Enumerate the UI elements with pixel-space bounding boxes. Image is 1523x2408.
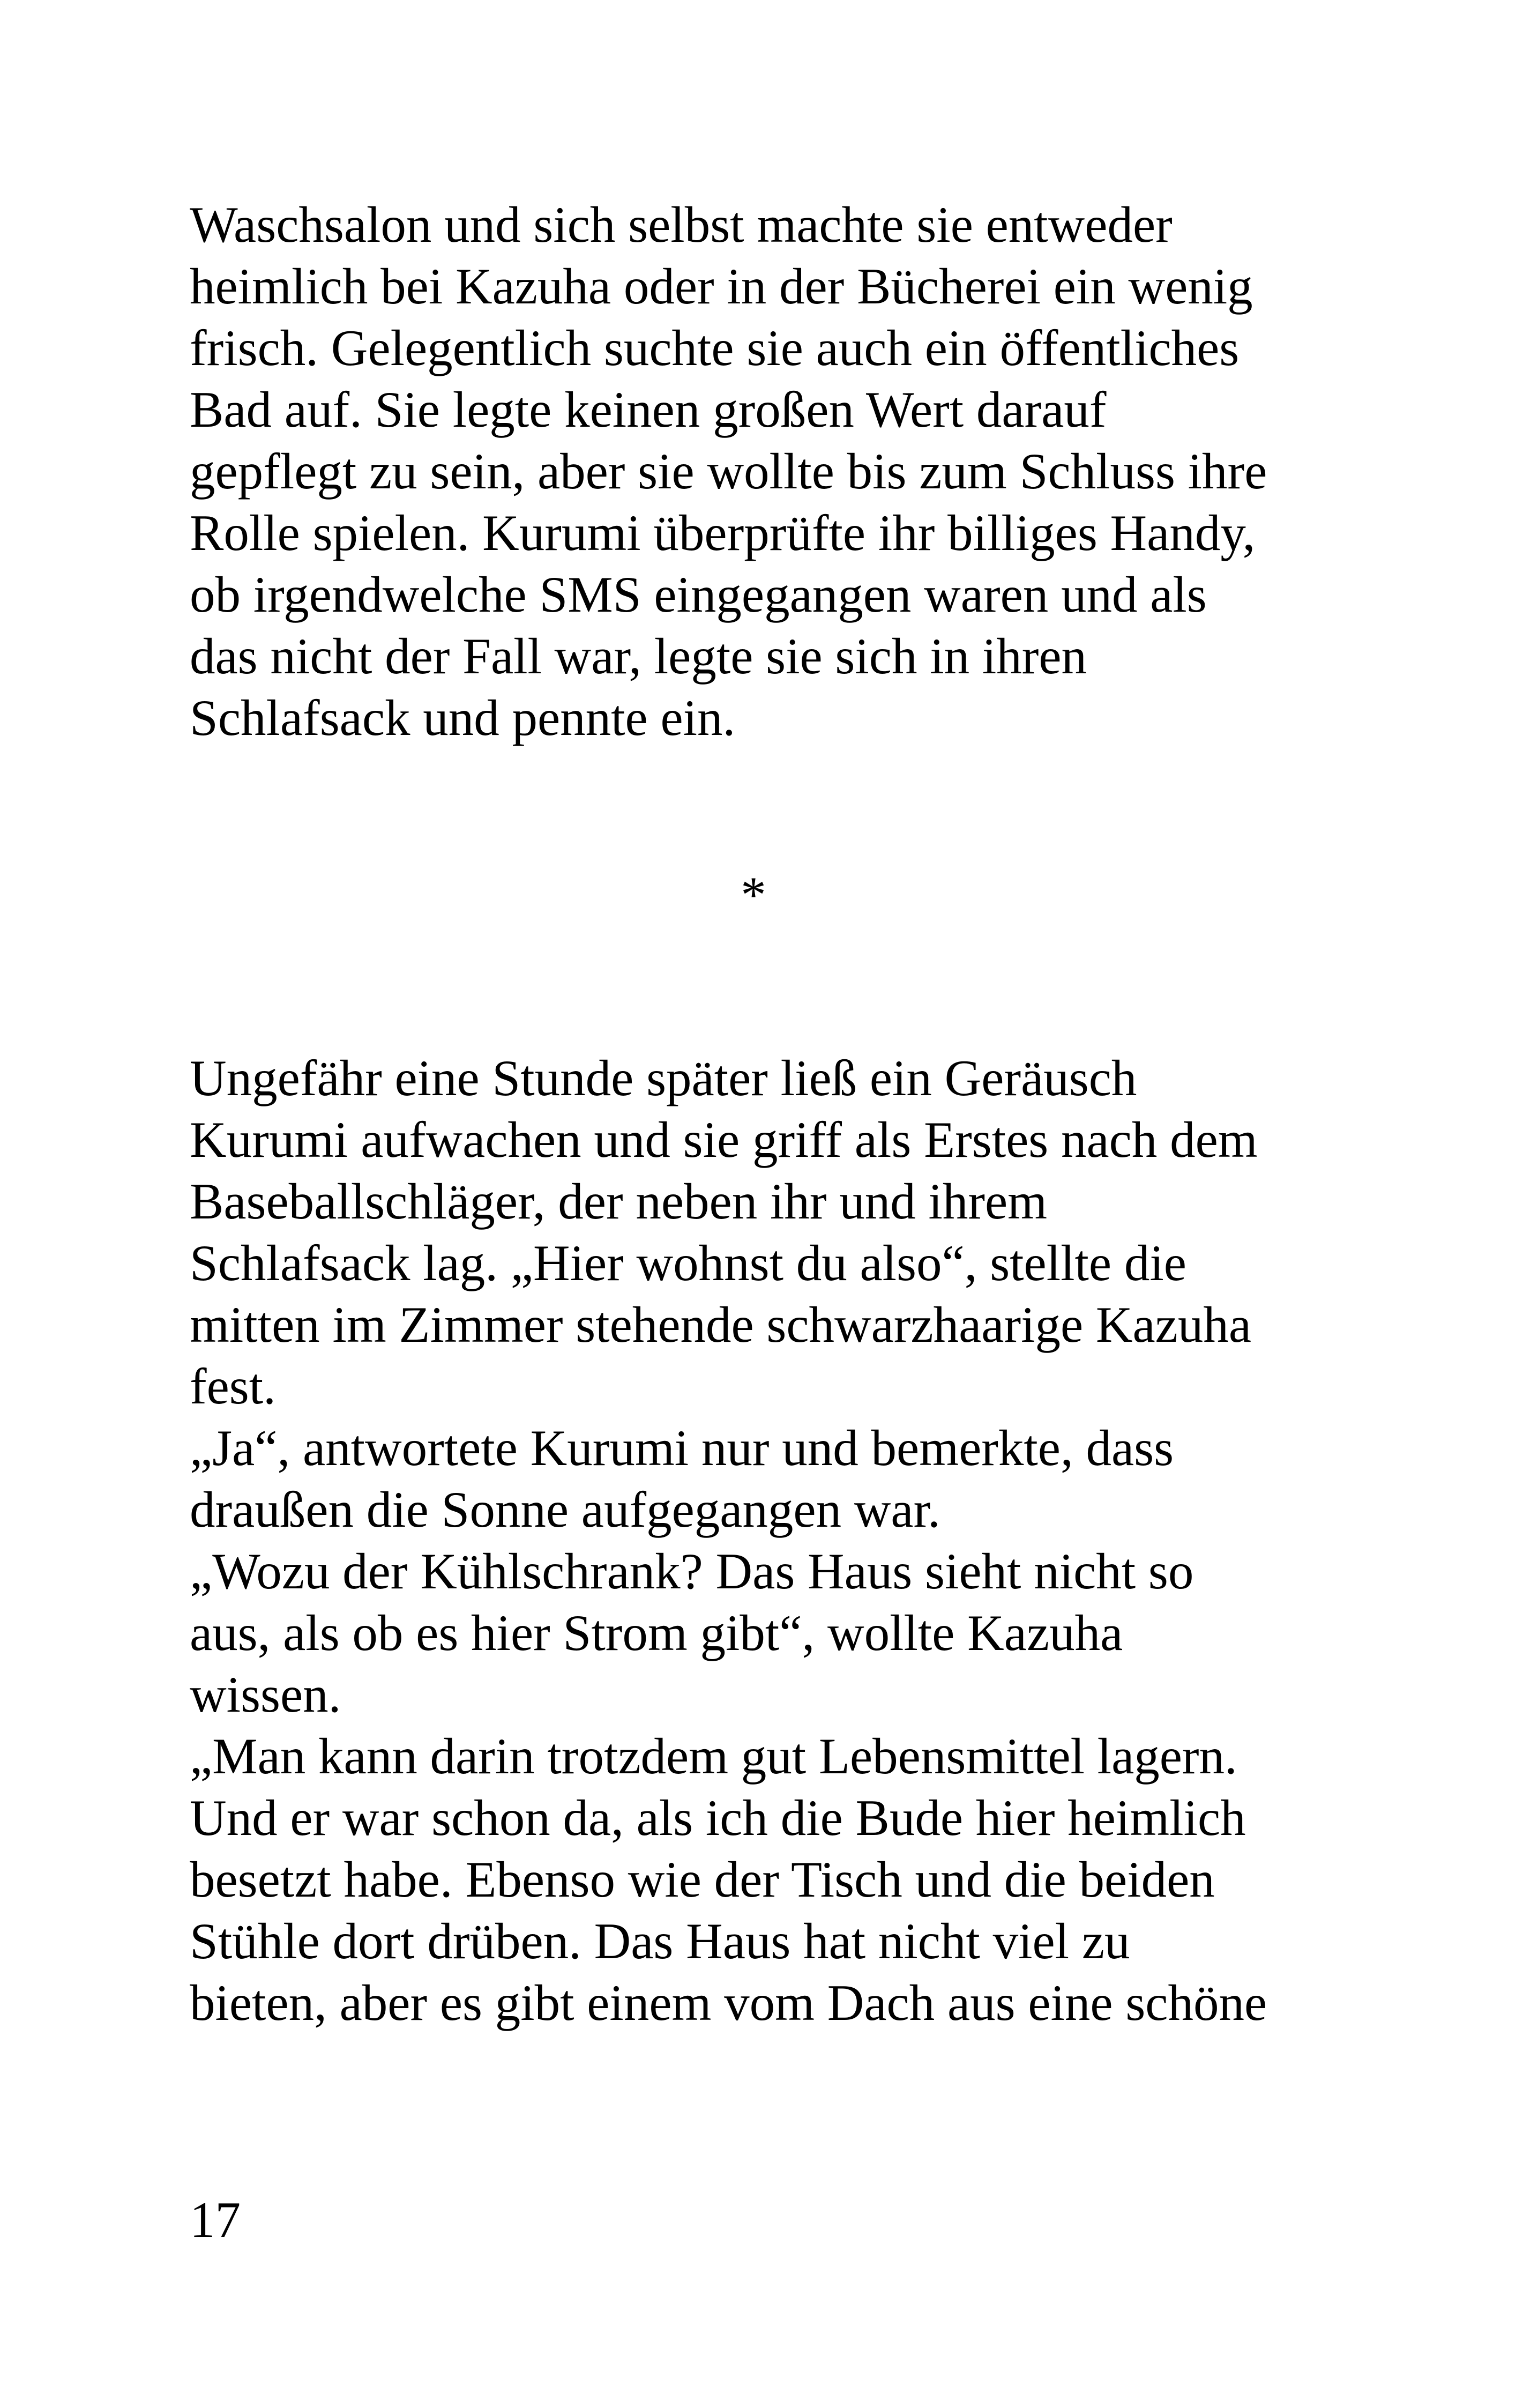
text-line: Schlafsack lag. „Hier wohnst du also“, stellte die <box>190 1235 1186 1291</box>
paragraph-top <box>190 194 1347 749</box>
text-line: Baseballschläger, der neben ihr und ihrem <box>190 1173 1048 1230</box>
text-line: das nicht der Fall war, legte sie sich in ihren <box>190 628 1087 685</box>
text-line: Und er war schon da, als ich die Bude hier heimlich <box>190 1789 1246 1846</box>
text-line: Bad auf. Sie legte keinen großen Wert darauf <box>190 381 1107 438</box>
text-line: mitten im Zimmer stehende schwarzhaarige Kazuha <box>190 1296 1251 1353</box>
text-line: draußen die Sonne aufgegangen war. <box>190 1481 940 1538</box>
text-line: Stühle dort drüben. Das Haus hat nicht viel zu <box>190 1913 1130 1969</box>
text-line: frisch. Gelegentlich suchte sie auch ein öffentliches <box>190 319 1240 376</box>
text-line: Ungefähr eine Stunde später ließ ein Geräusch <box>190 1050 1137 1106</box>
text-line: Schlafsack und pennte ein. <box>190 689 736 746</box>
text-line: ob irgendwelche SMS eingegangen waren und als <box>190 566 1207 623</box>
text-line: Rolle spielen. Kurumi überprüfte ihr billiges Handy, <box>190 504 1256 561</box>
text-line: aus, als ob es hier Strom gibt“, wollte Kazuha <box>190 1604 1123 1661</box>
text-line: Waschsalon und sich selbst machte sie entweder <box>190 196 1173 253</box>
text-line: Kurumi aufwachen und sie griff als Erstes nach dem <box>190 1111 1258 1168</box>
text-line: bieten, aber es gibt einem vom Dach aus eine schöne <box>190 1974 1267 2031</box>
text-line: heimlich bei Kazuha oder in der Bücherei ein wenig <box>190 258 1253 315</box>
page-number: 17 <box>190 2191 241 2248</box>
text-line: wissen. <box>190 1666 341 1723</box>
text-line: fest. <box>190 1358 276 1415</box>
text-line: „Wozu der Kühlschrank? Das Haus sieht nicht so <box>190 1543 1194 1600</box>
text-line: „Ja“, antwortete Kurumi nur und bemerkte, dass <box>190 1419 1174 1476</box>
paragraph-bottom <box>190 1047 1347 2034</box>
text-line: gepflegt zu sein, aber sie wollte bis zum Schluss ihre <box>190 443 1267 500</box>
separator-asterisk: * <box>741 866 766 923</box>
text-line: besetzt habe. Ebenso wie der Tisch und die beiden <box>190 1851 1215 1908</box>
text-line: „Man kann darin trotzdem gut Lebensmittel lagern. <box>190 1728 1237 1785</box>
scene-separator <box>0 864 1523 926</box>
